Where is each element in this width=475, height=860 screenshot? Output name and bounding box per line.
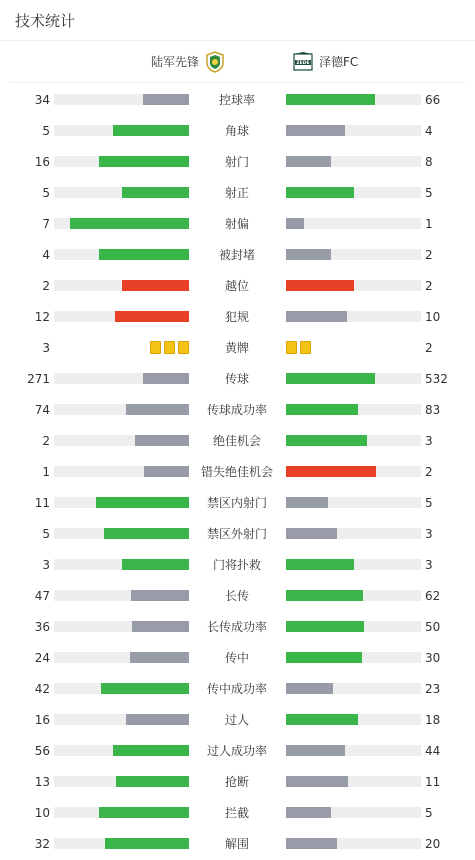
away-stat-value: 30	[425, 651, 441, 665]
yellow-card-icon	[286, 341, 297, 354]
home-stat-value: 2	[42, 279, 50, 293]
stat-label: 黄牌	[224, 341, 249, 355]
away-stat-value: 8	[425, 155, 433, 169]
home-stat-value: 34	[34, 93, 50, 107]
yellow-card-icon	[150, 341, 161, 354]
away-stat-value: 2	[425, 341, 433, 355]
away-stat-value: 10	[425, 310, 441, 324]
away-stat-value: 62	[425, 589, 441, 603]
home-stat-bar-fill	[104, 528, 189, 539]
away-stat-bar	[286, 714, 421, 725]
home-stat-bar-fill	[122, 280, 190, 291]
away-stat-bar	[286, 807, 421, 818]
home-stat-bar	[54, 714, 189, 725]
home-stat-value: 3	[42, 558, 50, 572]
home-stat-bar-fill	[113, 745, 189, 756]
stat-label: 被封堵	[218, 248, 255, 262]
away-stat-bar	[286, 466, 421, 477]
away-stat-bar	[286, 187, 421, 198]
away-yellow-cards	[286, 341, 311, 354]
home-stat-bar-fill	[131, 590, 189, 601]
home-stat-value: 2	[42, 434, 50, 448]
stat-label: 过人	[224, 713, 249, 727]
home-stat-bar-fill	[113, 125, 189, 136]
away-stat-bar	[286, 373, 421, 384]
home-stat-bar	[54, 125, 189, 136]
home-stat-bar	[54, 497, 189, 508]
away-stat-value: 50	[425, 620, 441, 634]
away-stat-bar-fill	[286, 683, 333, 694]
home-stat-bar	[54, 404, 189, 415]
stat-row	[0, 767, 475, 798]
away-stat-bar	[286, 683, 421, 694]
stat-row	[0, 736, 475, 767]
stat-label: 长传成功率	[206, 620, 267, 634]
home-stat-bar	[54, 435, 189, 446]
away-stat-value: 2	[425, 279, 433, 293]
away-stat-bar	[286, 311, 421, 322]
stat-row	[0, 302, 475, 333]
away-stat-value: 2	[425, 248, 433, 262]
home-stat-value: 10	[34, 806, 50, 820]
stat-label: 门将扑救	[212, 558, 261, 572]
away-stat-bar-fill	[286, 776, 348, 787]
home-stat-value: 5	[42, 527, 50, 541]
home-stat-value: 16	[34, 155, 50, 169]
home-stat-bar-fill	[132, 621, 189, 632]
away-stat-value: 3	[425, 527, 433, 541]
home-stat-bar-fill	[126, 714, 189, 725]
home-stat-value: 11	[34, 496, 50, 510]
stats-header	[0, 0, 475, 41]
home-stat-bar	[54, 187, 189, 198]
home-stat-bar-fill	[70, 218, 189, 229]
away-stat-bar-fill	[286, 125, 345, 136]
home-stat-value: 12	[34, 310, 50, 324]
stat-label: 抢断	[224, 775, 249, 789]
stat-row	[0, 178, 475, 209]
away-stat-bar-fill	[286, 559, 354, 570]
home-stat-bar-fill	[122, 559, 190, 570]
away-stat-value: 20	[425, 837, 441, 851]
away-stat-bar-fill	[286, 621, 364, 632]
home-stat-bar-fill	[130, 652, 189, 663]
home-stat-bar-fill	[126, 404, 189, 415]
away-stat-bar-fill	[286, 404, 358, 415]
stat-row	[0, 581, 475, 612]
stat-row	[0, 240, 475, 271]
stat-label: 射门	[224, 155, 249, 169]
home-stat-bar-fill	[115, 311, 189, 322]
stat-row	[0, 395, 475, 426]
stat-row	[0, 674, 475, 705]
away-stat-value: 3	[425, 558, 433, 572]
away-stat-bar-fill	[286, 466, 376, 477]
home-stat-bar	[54, 590, 189, 601]
home-team[interactable]	[151, 41, 226, 82]
home-stat-bar-fill	[135, 435, 189, 446]
home-stat-value: 4	[42, 248, 50, 262]
away-stat-value: 532	[425, 372, 448, 386]
stats-list	[0, 85, 475, 860]
home-stat-bar	[54, 311, 189, 322]
away-stat-value: 4	[425, 124, 433, 138]
home-stat-value: 56	[34, 744, 50, 758]
home-stat-value: 24	[34, 651, 50, 665]
away-stat-bar	[286, 94, 421, 105]
away-stat-bar	[286, 404, 421, 415]
home-stat-value: 74	[34, 403, 50, 417]
away-stat-bar-fill	[286, 590, 363, 601]
stat-label: 过人成功率	[206, 744, 267, 758]
home-stat-bar-fill	[122, 187, 190, 198]
away-stat-bar-fill	[286, 373, 375, 384]
away-stat-value: 5	[425, 186, 433, 200]
away-logo-lettering: ZEDE	[296, 60, 310, 66]
home-stat-bar	[54, 218, 189, 229]
teams-row	[10, 41, 465, 83]
away-stat-value: 1	[425, 217, 433, 231]
away-stat-bar-fill	[286, 218, 304, 229]
stat-row	[0, 798, 475, 829]
home-stat-bar	[54, 528, 189, 539]
stat-label: 长传	[224, 589, 249, 603]
stat-row	[0, 705, 475, 736]
home-yellow-cards	[150, 341, 189, 354]
stat-label: 传中	[224, 651, 249, 665]
stat-row	[0, 85, 475, 116]
away-stat-bar	[286, 528, 421, 539]
away-team-logo-icon	[292, 51, 314, 73]
away-stat-value: 11	[425, 775, 441, 789]
stat-label: 犯规	[224, 310, 249, 324]
home-stat-bar-fill	[116, 776, 189, 787]
home-stat-bar-fill	[99, 807, 189, 818]
away-stat-bar-fill	[286, 528, 337, 539]
away-stat-bar	[286, 621, 421, 632]
away-stat-bar	[286, 559, 421, 570]
away-stat-bar	[286, 745, 421, 756]
stat-label: 传中成功率	[206, 682, 267, 696]
home-stat-bar-fill	[96, 497, 189, 508]
stat-label: 解围	[224, 837, 249, 851]
stat-row	[0, 364, 475, 395]
home-stat-value: 36	[34, 620, 50, 634]
away-stat-bar	[286, 435, 421, 446]
stat-row	[0, 829, 475, 860]
stat-row	[0, 116, 475, 147]
away-stat-bar-fill	[286, 94, 375, 105]
away-stat-bar-fill	[286, 156, 331, 167]
away-stat-bar	[286, 652, 421, 663]
away-stat-value: 2	[425, 465, 433, 479]
stat-row	[0, 643, 475, 674]
stat-row	[0, 488, 475, 519]
home-stat-value: 3	[42, 341, 50, 355]
home-stat-value: 5	[42, 124, 50, 138]
away-stat-value: 5	[425, 496, 433, 510]
home-stat-value: 47	[34, 589, 50, 603]
home-stat-bar	[54, 652, 189, 663]
home-stat-value: 13	[34, 775, 50, 789]
home-stat-bar	[54, 559, 189, 570]
stat-label: 禁区内射门	[206, 496, 267, 510]
stat-label: 禁区外射门	[206, 527, 267, 541]
away-stat-value: 23	[425, 682, 441, 696]
stat-label: 射偏	[224, 217, 249, 231]
stat-row	[0, 209, 475, 240]
away-stat-bar	[286, 590, 421, 601]
yellow-card-icon	[164, 341, 175, 354]
home-stat-value: 16	[34, 713, 50, 727]
away-stat-bar	[286, 280, 421, 291]
away-stat-bar-fill	[286, 249, 331, 260]
stat-row	[0, 333, 475, 364]
away-stat-value: 18	[425, 713, 441, 727]
away-stat-value: 3	[425, 434, 433, 448]
home-stat-bar	[54, 683, 189, 694]
away-stat-bar-fill	[286, 807, 331, 818]
home-stat-bar-fill	[144, 466, 189, 477]
home-stat-bar	[54, 745, 189, 756]
away-stat-bar	[286, 497, 421, 508]
home-stat-bar-fill	[143, 94, 189, 105]
away-stat-bar-fill	[286, 280, 354, 291]
stat-row	[0, 271, 475, 302]
home-stat-bar	[54, 466, 189, 477]
away-stat-bar	[286, 838, 421, 849]
home-stat-bar-fill	[143, 373, 189, 384]
yellow-card-icon	[178, 341, 189, 354]
away-stat-bar-fill	[286, 714, 358, 725]
home-stat-bar-fill	[101, 683, 189, 694]
stat-label: 角球	[224, 124, 249, 138]
home-stat-bar	[54, 156, 189, 167]
away-stat-bar	[286, 776, 421, 787]
home-team-logo-icon	[204, 51, 226, 73]
stat-row	[0, 612, 475, 643]
stat-label: 传球	[224, 372, 249, 386]
home-stat-bar	[54, 807, 189, 818]
home-stat-bar	[54, 280, 189, 291]
away-stat-value: 66	[425, 93, 441, 107]
home-stat-value: 5	[42, 186, 50, 200]
away-stat-bar	[286, 125, 421, 136]
stat-row	[0, 550, 475, 581]
stat-row	[0, 147, 475, 178]
home-stat-bar-fill	[99, 156, 189, 167]
away-stat-bar	[286, 249, 421, 260]
away-stat-bar-fill	[286, 497, 328, 508]
home-team-name: 陆军先锋	[150, 55, 199, 69]
away-stat-bar-fill	[286, 838, 337, 849]
away-stat-bar	[286, 156, 421, 167]
home-stat-bar	[54, 838, 189, 849]
page-title: 技术统计	[15, 12, 76, 30]
home-stat-bar-fill	[99, 249, 189, 260]
home-stat-value: 1	[42, 465, 50, 479]
home-stat-bar	[54, 373, 189, 384]
home-stat-value: 271	[27, 372, 50, 386]
away-team[interactable]	[292, 41, 358, 82]
away-stat-bar-fill	[286, 187, 354, 198]
yellow-card-icon	[300, 341, 311, 354]
home-stat-value: 42	[34, 682, 50, 696]
stat-label: 射正	[224, 186, 249, 200]
stat-label: 绝佳机会	[212, 434, 261, 448]
stat-row	[0, 457, 475, 488]
stat-label: 错失绝佳机会	[200, 465, 273, 479]
away-stat-bar-fill	[286, 745, 345, 756]
stat-label: 控球率	[218, 93, 255, 107]
stat-label: 越位	[224, 279, 249, 293]
home-stat-bar	[54, 621, 189, 632]
stat-label: 传球成功率	[206, 403, 267, 417]
stat-row	[0, 519, 475, 550]
away-stat-bar-fill	[286, 311, 347, 322]
home-stat-bar	[54, 94, 189, 105]
away-stat-bar-fill	[286, 435, 367, 446]
home-stat-bar	[54, 249, 189, 260]
home-stat-bar	[54, 776, 189, 787]
away-stat-bar	[286, 218, 421, 229]
away-stat-value: 5	[425, 806, 433, 820]
away-stat-value: 83	[425, 403, 441, 417]
stat-row	[0, 426, 475, 457]
away-stat-bar-fill	[286, 652, 362, 663]
away-stat-value: 44	[425, 744, 441, 758]
stat-label: 拦截	[224, 806, 249, 820]
home-stat-value: 7	[42, 217, 50, 231]
home-stat-bar-fill	[105, 838, 189, 849]
away-team-name: 泽德FC	[319, 55, 359, 69]
home-stat-value: 32	[34, 837, 50, 851]
